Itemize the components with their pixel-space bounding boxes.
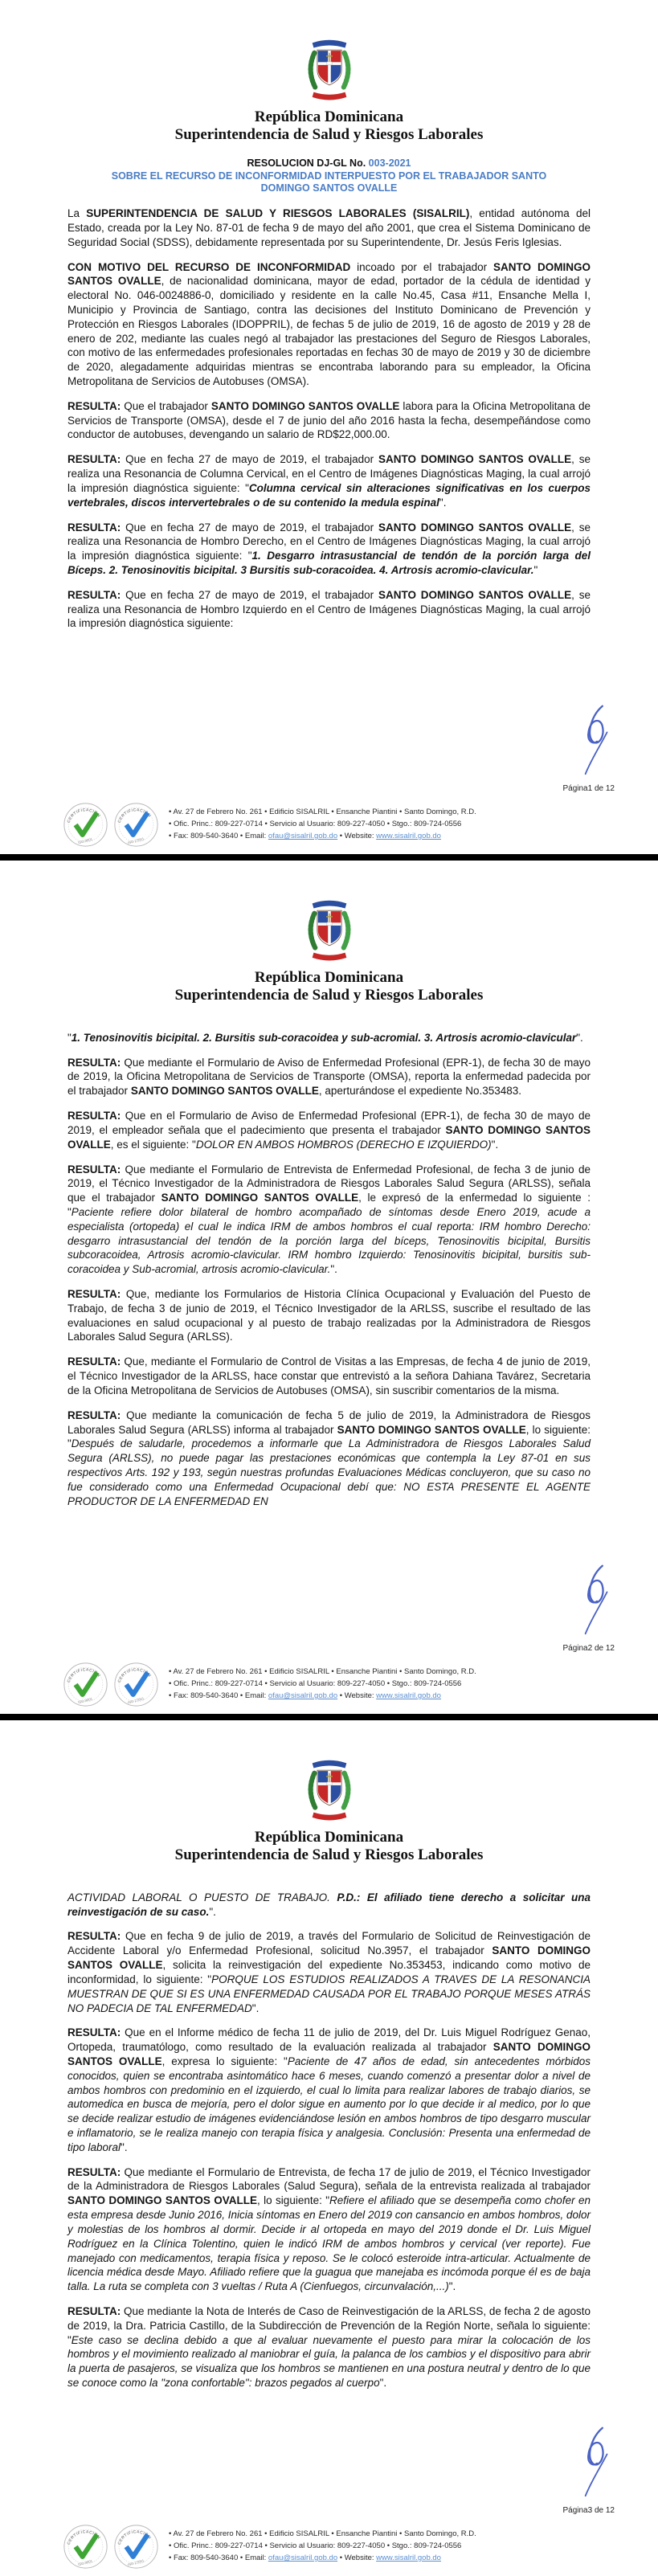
text-run: ". <box>330 1263 337 1276</box>
iso9001-seal-icon <box>63 1662 108 1707</box>
document-body <box>67 206 591 631</box>
resolution-number: 003-2021 <box>368 157 411 169</box>
text-run: , entidad autónoma del Estado, creada por la Ley No. 87-01 de fecha 9 de mayo del año 2001, que crea el Sistema Dominicano de Seguridad Social (SDSS), debidamente representada por su Superintendente, Dr. Jesús Feris Iglesias. <box>67 207 591 248</box>
text-run: Que en fecha 27 de mayo de 2019, el trabajador <box>121 453 378 466</box>
resolution-label: RESOLUCION DJ-GL No. <box>247 157 369 169</box>
paragraph <box>67 588 591 631</box>
text-run: SANTO DOMINGO SANTOS OVALLE <box>67 2041 591 2067</box>
text-run: , le expresó de la enfermedad lo siguiente : " <box>67 1192 591 1218</box>
coat-of-arms-icon <box>304 1757 355 1825</box>
text-run: Que en fecha 27 de mayo de 2019, el trabajador <box>121 521 378 534</box>
text-run: , lo siguiente: " <box>256 2194 330 2207</box>
text-run: RESULTA: <box>67 1110 121 1122</box>
text-run: Paciente refiere dolor bilateral de hombro acompañado de síntomas desde Enero 2019, acude a especialista (ortopeda) el cual le indica IRM de ambos hombros el cual reporta: IRM hombro Derecho: desgarro intrasustancial del tendón de la porción larga del bíceps, Tenosinovitis bicipital, Bursitis subcoracoidea, Artrosis acromio-clavicular. IRM hombro Izquierdo: Tenosinovitis bicipital, bursitis sub-coracoidea y Sub-acromial, artrosis acromio-clavicular. <box>67 1205 591 1276</box>
footer-website-label: • Website: <box>337 831 377 840</box>
text-run: RESULTA: <box>67 2304 121 2317</box>
text-run: RESULTA: <box>67 2026 121 2039</box>
footer-phone-line: • Ofic. Princ.: 809-227-0714 • Servicio al Usuario: 809-227-4050 • Stgo.: 809-724-0556 <box>169 2541 462 2551</box>
text-run: SANTO DOMINGO SANTOS OVALLE <box>378 453 572 466</box>
paragraph <box>67 1287 591 1344</box>
text-run: ". <box>576 1031 583 1044</box>
text-run: ". <box>448 2280 456 2293</box>
text-run: Que mediante el Formulario de Aviso de Enfermedad Profesional (EPR-1), de fecha 30 de mayo de 2019, la Oficina Metropolitana de Servicios de Transporte (OMSA), reporta la enfermedad padecida por el trabajador <box>67 1056 591 1098</box>
paragraph <box>67 2304 591 2390</box>
page-number: Página1 de 12 <box>562 784 615 793</box>
text-run: RESULTA: <box>67 588 121 601</box>
text-run: incoado por el trabajador <box>350 260 494 273</box>
text-run: SANTO DOMINGO SANTOS OVALLE <box>67 1944 591 1972</box>
footer-fax-line <box>169 1691 476 1703</box>
text-run: RESULTA: <box>67 453 121 466</box>
text-run: Que en el Formulario de Aviso de Enfermedad Profesional (EPR-1), de fecha 30 de mayo de 2019, el empleador señala que el padecimiento que presenta el trabajador <box>67 1110 591 1136</box>
footer-fax: • Fax: 809-540-3640 <box>169 2553 240 2562</box>
text-run: SANTO DOMINGO SANTOS OVALLE <box>378 588 572 601</box>
text-run: SUPERINTENDENCIA DE SALUD Y RIESGOS LABORALES (SISALRIL) <box>86 207 470 220</box>
certification-seals <box>63 1662 159 1707</box>
org-name: Superintendencia de Salud y Riesgos Laborales <box>174 126 484 144</box>
email-link[interactable]: ofau@sisalril.gob.do <box>268 831 338 840</box>
footer-address-line: • Av. 27 de Febrero No. 261 • Edificio SISALRIL • Ensanche Piantini • Santo Domingo, R.D. <box>169 1667 476 1677</box>
resolution-title-block <box>67 157 591 195</box>
org-name: Superintendencia de Salud y Riesgos Laborales <box>174 987 484 1004</box>
text-run: Este caso se declina debido a que al evaluar nuevamente el puesto para mirar la colocación de los hombros y el movimiento realizado al maniobrar el guía, la palanca de los cambios y el dispositivo para abrir la puerta de pasajeros, se visualiza que los hombros se mantienen en una postura neutral y dentro de lo que se conoce como la "zona confortable": brazos pegados al cuerpo <box>67 2333 591 2389</box>
text-run: RESULTA: <box>67 1288 121 1300</box>
page-number: Página2 de 12 <box>562 1644 615 1653</box>
text-run: Que, mediante los Formularios de Historia Clínica Ocupacional y Evaluación del Puesto de Trabajo, de fecha 3 de junio de 2019, el Técnico Investigador de la ARLSS, suscribe el resultado de las evaluaciones en salud ocupacional y al puesto de trabajo realizadas por la Administradora de Riesgos Laborales Salud Segura (ARLSS). <box>67 1288 591 1343</box>
org-country: República Dominicana <box>254 1829 404 1846</box>
footer-email-label: • Email: <box>239 1691 268 1700</box>
text-run: ". <box>209 1905 216 1918</box>
footer-email-label: • Email: <box>239 831 268 840</box>
text-run: , es el siguiente: " <box>110 1138 196 1151</box>
iso9001-seal-icon <box>63 802 108 848</box>
iso27001-seal-icon <box>113 802 159 848</box>
text-run: RESULTA: <box>67 399 121 412</box>
text-run: RESULTA: <box>67 1930 121 1943</box>
text-run: 1. Tenosinovitis bicipital. 2. Bursitis sub-coracoidea y sub-acromial. 3. Artrosis acromio-clavicular <box>71 1031 577 1044</box>
paragraph <box>67 1109 591 1151</box>
footer-phone-line: • Ofic. Princ.: 809-227-0714 • Servicio al Usuario: 809-227-4050 • Stgo.: 809-724-0556 <box>169 820 462 829</box>
text-run: Que en el Informe médico de fecha 11 de julio de 2019, del Dr. Luis Miguel Rodríguez Genao, Ortopeda, traumatólogo, como resultado de la evaluación realizada al trabajador <box>67 2026 591 2054</box>
text-run: , se realiza una Resonancia de Hombro Izquierdo en el Centro de Imágenes Diagnósticas Maging, la cual arrojó la impresión diagnóstica siguiente: <box>67 588 591 630</box>
text-run: CON MOTIVO DEL RECURSO DE INCONFORMIDAD <box>67 260 351 273</box>
org-country: República Dominicana <box>254 108 404 125</box>
resolution-number-line <box>67 157 591 169</box>
paragraph <box>67 2165 591 2294</box>
footer-address-line: • Av. 27 de Febrero No. 261 • Edificio SISALRIL • Ensanche Piantini • Santo Domingo, R.D. <box>169 808 476 817</box>
page-separator <box>0 1714 658 1720</box>
resolution-subtitle: SOBRE EL RECURSO DE INCONFORMIDAD INTERPUESTO POR EL TRABAJADOR SANTO DOMINGO SANTOS OVALLE <box>111 170 547 194</box>
text-run: RESULTA: <box>67 1163 121 1176</box>
iso27001-seal-icon <box>113 1662 159 1707</box>
text-run: RESULTA: <box>67 1355 121 1368</box>
text-run: Columna cervical sin alteraciones significativas en los cuerpos vertebrales, discos intervertebrales o de su contenido la medula espinal <box>67 481 591 509</box>
footer-fax-line <box>169 2553 476 2565</box>
text-run: ". <box>251 2002 260 2014</box>
text-run: Que en fecha 27 de mayo de 2019, el trabajador <box>121 588 378 601</box>
text-run: ". <box>491 1138 499 1151</box>
text-run: , solicita la reinvestigación del expediente No.353453, indicando como motivo de inconformidad, lo siguiente: " <box>67 1959 591 1985</box>
certification-seals <box>63 802 159 848</box>
text-run: SANTO DOMINGO SANTOS OVALLE <box>67 2194 257 2207</box>
coat-of-arms-icon <box>304 898 355 965</box>
certification-seals <box>63 2524 159 2570</box>
website-link[interactable]: www.sisalril.gob.do <box>376 831 441 840</box>
text-run: Que, mediante el Formulario de Control de Visitas a las Empresas, de fecha 4 de junio de 2019, el Técnico Investigador de la ARLSS, hace constar que entrevistó a la señora Dahiana Tavárez, Secretaria de la Oficina Metropolitana de Servicios de Autobuses (OMSA), sin suscribir comentarios de la misma. <box>67 1355 591 1396</box>
footer-website-label: • Website: <box>337 1691 377 1700</box>
page-separator <box>0 854 658 861</box>
text-run: " <box>533 563 538 576</box>
text-run: SANTO DOMINGO SANTOS OVALLE <box>378 521 572 534</box>
page-number: Página3 de 12 <box>562 2506 615 2515</box>
document-page-2 <box>0 861 658 1714</box>
website-link[interactable]: www.sisalril.gob.do <box>376 2553 441 2562</box>
email-link[interactable]: ofau@sisalril.gob.do <box>268 1691 338 1700</box>
text-run: DOLOR EN AMBOS HOMBROS (DERECHO E IZQUIERDO) <box>195 1138 492 1151</box>
footer-address-line: • Av. 27 de Febrero No. 261 • Edificio SISALRIL • Ensanche Piantini • Santo Domingo, R.D. <box>169 2529 476 2539</box>
text-run: Después de saludarle, procedemos a informarle que La Administradora de Riesgos Laborales Salud Segura (ARLSS), no puede pagar las prestaciones económicas que contempla la Ley 87-01 en sus respectivos Arts. 192 y 193, según nuestras profundas Evaluaciones Médicas concluyeron, que su caso no fue considerado como una Enfermedad Ocupacional debí que: NO ESTA PRESENTE EL AGENTE PRODUCTOR DE LA ENFERMEDAD EN <box>67 1437 591 1507</box>
text-run: RESULTA: <box>67 1409 121 1421</box>
signature-initials-icon <box>579 700 618 780</box>
text-run: Que mediante el Formulario de Entrevista, de fecha 17 de julio de 2019, el Técnico Investigador de la Administradora de Riesgos Laborales (Salud Segura), señala de la entrevista realizada al trabajador <box>67 2165 591 2193</box>
text-run: , lo siguiente: " <box>67 1423 591 1450</box>
text-run: PORQUE LOS ESTUDIOS REALIZADOS A TRAVES DE LA RESONANCIA MUESTRAN DE QUE SI ES UNA ENFERMEDAD CAUSADA POR EL TRABAJO PORQUE MESES ATRÁS NO PADECIA DE TAL ENFERMEDAD <box>67 1973 591 2014</box>
page-footer <box>63 2524 629 2570</box>
document-body <box>67 1031 591 1509</box>
text-run: , se realiza una Resonancia de Hombro Derecho, en el Centro de Imágenes Diagnósticas Maging, la cual arrojó la impresión diagnóstica siguiente: " <box>67 521 591 562</box>
text-run: , expresa lo siguiente: " <box>161 2055 288 2067</box>
text-run: , de nacionalidad dominicana, mayor de edad, portador de la cédula de identidad y electoral No. 046-0024886-0, domiciliado y residente en la calle No.45, Casa #11, Ensanche Mella I, Municipio y Provincia de Santiago, contra las decisiones del Instituto Dominicano de Prevención y Protección en Riesgos Laborales (IDOPPRIL), de fechas 5 de julio de 2019, 16 de agosto de 2019 y 28 de enero de 202, mediante las cuales negó al trabajador las prestaciones del Seguro de Riesgos Laborales, con motivo de las enfermedades profesionales reportadas en fechas 30 de mayo de 2019 y 30 de diciembre de 2020, alegadamente adquiridas mientras se encontraba laborando para su empleador, la Oficina Metropolitana de Servicios de Autobuses (OMSA). <box>67 275 591 387</box>
paragraph <box>67 206 591 249</box>
org-country: República Dominicana <box>254 969 404 986</box>
text-run: Que mediante el Formulario de Entrevista de Enfermedad Profesional, de fecha 3 de junio de 2019, el Técnico Investigador de la Administradora de Riesgos Laborales Salud Segura (ARLSS), señala que el trabajador <box>67 1163 591 1204</box>
footer-website-label: • Website: <box>337 2553 377 2562</box>
paragraph <box>67 2026 591 2154</box>
text-run: ". <box>121 2141 128 2153</box>
footer-fax: • Fax: 809-540-3640 <box>169 1691 240 1700</box>
paragraph <box>67 452 591 509</box>
text-run: RESULTA: <box>67 1056 121 1069</box>
text-run: SANTO DOMINGO SANTOS OVALLE <box>337 1423 526 1436</box>
text-run: Que mediante la Nota de Interés de Caso de Reinvestigación de la ARLSS, de fecha 2 de agosto de 2019, la Dra. Patricia Castillo, de la Subdirección de Prevención de la Región Norte, señala lo siguiente: " <box>67 2304 591 2346</box>
footer-phone-line: • Ofic. Princ.: 809-227-0714 • Servicio al Usuario: 809-227-4050 • Stgo.: 809-724-0556 <box>169 1679 462 1689</box>
website-link[interactable]: www.sisalril.gob.do <box>376 1691 441 1700</box>
text-run: SANTO DOMINGO SANTOS OVALLE <box>130 1085 319 1098</box>
text-run: La <box>67 207 87 220</box>
footer-fax: • Fax: 809-540-3640 <box>169 831 240 840</box>
iso27001-seal-icon <box>113 2524 159 2570</box>
footer-email-label: • Email: <box>239 2553 268 2562</box>
text-run: SANTO DOMINGO SANTOS OVALLE <box>161 1192 359 1204</box>
text-run: ". <box>439 496 447 509</box>
coat-of-arms-icon <box>304 37 355 104</box>
text-run: Que en fecha 9 de julio de 2019, a través del Formulario de Solicitud de Reinvestigación de Accidente Laboral y/o Enfermedad Profesional, solicitud No.3957, el trabajador <box>67 1930 591 1957</box>
text-run: Paciente de 47 años de edad, sin antecedentes mórbidos conocidos, quien se encontraba asintomático hace 6 meses, cuando comenzó a presentar dolor a nivel de ambos hombros con predominio en el izquierdo, el cual lo limita para realizar labores de trabajo diarios, se automedica en busca de mejoría, pero el dolor sigue en aumento por lo que decide ir al medico, por lo que se decide realizar estudio de imágenes evidenciándose lesión en ambos hombros de tipo desgarro muscular e inflamatorio, se le realiza manejo con terapia física y analgesia. Conclusión: Presenta una enfermedad de tipo laboral <box>67 2055 591 2153</box>
paragraph <box>67 399 591 442</box>
iso9001-seal-icon <box>63 2524 108 2570</box>
signature-initials-icon <box>579 2422 618 2502</box>
text-run: ACTIVIDAD LABORAL O PUESTO DE TRABAJO. <box>67 1891 337 1903</box>
document-page-1 <box>0 0 658 854</box>
text-run: ". <box>379 2377 387 2389</box>
text-run: RESULTA: <box>67 2165 121 2178</box>
footer-fax-line <box>169 831 476 843</box>
text-run: 1. Desgarro intrasustancial de tendón de la porción larga del Bíceps. 2. Tenosinovitis bicipital. 3 Bursitis sub-coracoidea. 4. Artrosis acromio-clavicular. <box>67 550 591 576</box>
page-footer <box>63 1662 629 1707</box>
text-run: , aperturándose el expediente No.353483. <box>318 1085 522 1098</box>
text-run: RESULTA: <box>67 521 121 534</box>
text-run: labora para la Oficina Metropolitana de Servicios de Transporte (OMSA), desde el 7 de junio del año 2016 hasta la fecha, desempeñándose como conductor de autobuses, devengando un salario de RD$22,000.00. <box>67 399 591 441</box>
paragraph <box>67 1163 591 1278</box>
document-body <box>67 1891 591 2390</box>
text-run: SANTO DOMINGO SANTOS OVALLE <box>210 399 400 412</box>
paragraph <box>67 260 591 389</box>
org-name: Superintendencia de Salud y Riesgos Laborales <box>174 1846 484 1864</box>
text-run: P.D.: El afiliado tiene derecho a solicitar una reinvestigación de su caso. <box>67 1891 591 1918</box>
paragraph <box>67 1929 591 2015</box>
paragraph <box>67 1056 591 1098</box>
paragraph <box>67 1891 591 1920</box>
paragraph <box>67 521 591 578</box>
text-run: Refiere el afiliado que se desempeña como chofer en esta empresa desde Junio 2016, Inicia síntomas en Enero del 2019 con cansancio en ambos hombros, dolor y molestias de los hombros al dormir. Decide ir al ortopeda en mayo del 2019 donde el Dr. Luis Miguel Rodríguez en la Clínica Tolentino, quien le indicó IRM de ambos hombros y cervical (ver reporte). Fue manejado con medicamentos, terapia física y reposo. Se le colocó esteroide intra-articular. Actualmente de licencia médica desde Mayo. Afiliado refiere que la guagua que manejaba es incómoda porque él es de baja talla. La ruta se completa con 3 vueltas / Ruta A (Cienfuegos, circunvalación,...) <box>67 2194 591 2293</box>
document-page-3 <box>0 1720 658 2576</box>
text-run: Que el trabajador <box>121 399 211 412</box>
paragraph <box>67 1409 591 1509</box>
paragraph <box>67 1031 591 1045</box>
text-run: SANTO DOMINGO SANTOS OVALLE <box>67 1123 591 1151</box>
text-run: Que mediante la comunicación de fecha 5 de julio de 2019, la Administradora de Riesgos Laborales Salud Segura (ARLSS) informa al trabajador <box>67 1409 591 1436</box>
signature-initials-icon <box>579 1560 618 1640</box>
text-run: " <box>67 1031 72 1044</box>
email-link[interactable]: ofau@sisalril.gob.do <box>268 2553 338 2562</box>
text-run: SANTO DOMINGO SANTOS OVALLE <box>67 260 591 288</box>
paragraph <box>67 1355 591 1397</box>
text-run: , se realiza una Resonancia de Columna Cervical, en el Centro de Imágenes Diagnósticas Maging, la cual arrojó la impresión diagnóstica siguiente: " <box>67 453 591 494</box>
page-footer <box>63 802 629 848</box>
